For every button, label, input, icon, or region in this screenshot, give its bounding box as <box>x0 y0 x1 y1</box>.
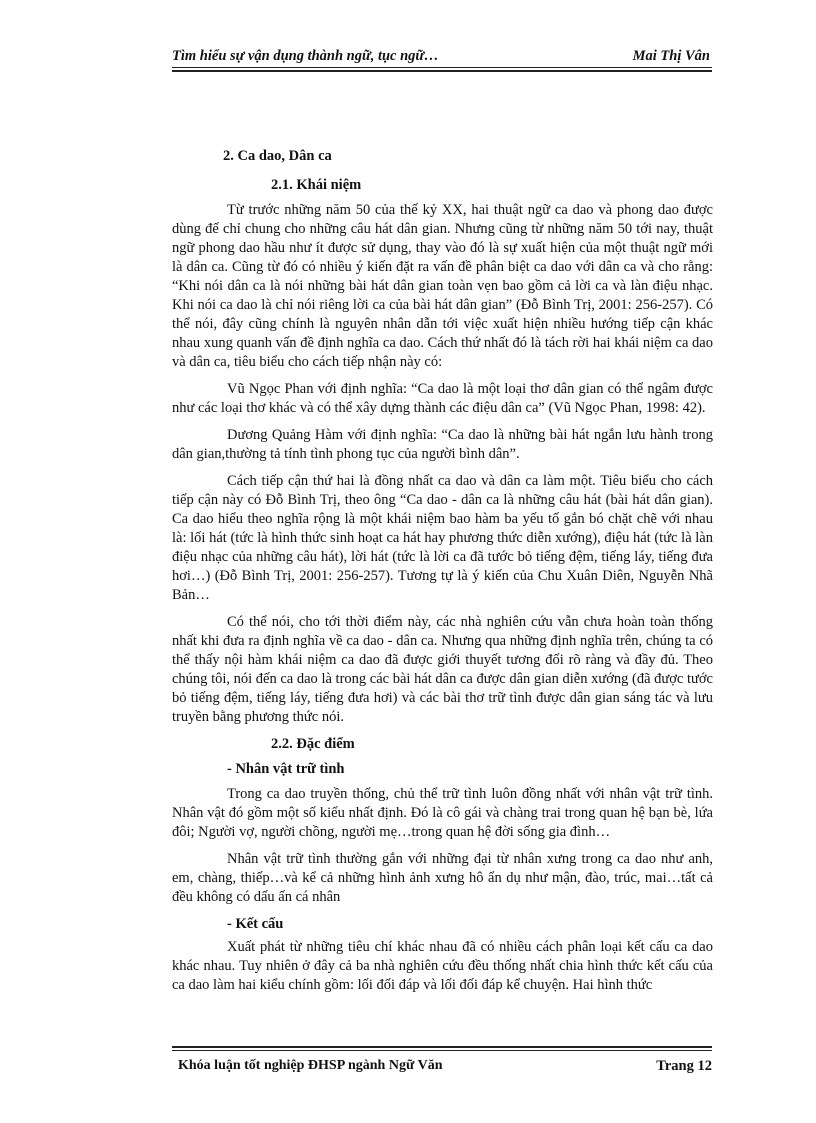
footer-rule-thick <box>172 1046 712 1048</box>
sub-heading-structure: - Kết cấu <box>227 916 284 932</box>
paragraph: Trong ca dao truyền thống, chủ thể trữ tình luôn đồng nhất với nhân vật trữ tình. Nhân vật đó gồm một số kiểu nhất định. Đó là cô gái và chàng trai trong quan hệ bạn bè, lứa đôi; Người vợ, người chồng, người mẹ…trong quan hệ đời sống gia đình… <box>172 786 713 840</box>
paragraph: Vũ Ngọc Phan với định nghĩa: “Ca dao là một loại thơ dân gian có thể ngâm được như các loại thơ khác và có thể xây dựng thành các điệu dân ca” (Vũ Ngọc Phan, 1998: 42). <box>172 381 713 416</box>
paragraph: Xuất phát từ những tiêu chí khác nhau đã có nhiều cách phân loại kết cấu ca dao khác nhau. Tuy nhiên ở đây cả ba nhà nghiên cứu đều thống nhất chia hình thức kết cấu của ca dao làm hai kiểu chính gồm: lối đối đáp và lối đối đáp kể chuyện. Hai hình thức <box>172 939 713 993</box>
page-number: Trang 12 <box>656 1058 712 1074</box>
paragraph: Có thể nói, cho tới thời điểm này, các nhà nghiên cứu vẫn chưa hoàn toàn thống nhất khi đưa ra định nghĩa về ca dao - dân ca. Nhưng qua những định nghĩa trên, chúng ta có thể thấy nội hàm khái niệm ca dao đã được giới thuyết tương đối rõ ràng và đầy đủ. Theo chúng tôi, nói đến ca dao là trong các bài hát dân ca được dân gian diễn xướng (đã được tước bỏ tiếng đệm, tiếng láy, tiếng đưa hơi) và các bài thơ trữ tình được dân gian sáng tác và lưu truyền bằng phương thức nói. <box>172 614 713 725</box>
sub-heading-lyrical-character: - Nhân vật trữ tình <box>227 761 345 777</box>
paragraph: Dương Quảng Hàm với định nghĩa: “Ca dao là những bài hát ngắn lưu hành trong dân gian,thường tả tính tình phong tục của người bình dân”. <box>172 427 713 462</box>
header-rule-thick <box>172 70 712 72</box>
paragraph: Nhân vật trữ tình thường gắn với những đại từ nhân xưng trong ca dao như anh, em, chàng, thiếp…và kể cả những hình ảnh xưng hô ẩn dụ như mận, đào, trúc, mai…tất cả đều không có dấu ấn cá nhân <box>172 851 713 905</box>
header-author: Mai Thị Vân <box>632 48 710 64</box>
page-footer <box>172 1058 712 1078</box>
page-body <box>172 147 713 1003</box>
footer-rule-thin <box>172 1050 712 1051</box>
paragraph: Từ trước những năm 50 của thế kỷ XX, hai thuật ngữ ca dao và phong dao được dùng để chỉ chung cho những câu hát dân gian. Nhưng cũng từ những năm 50 tới nay, thuật ngữ phong dao hầu như ít được sử dụng, thay vào đó là sự xuất hiện của một thuật ngữ mới là dân ca. Cũng từ đó có nhiều ý kiến đặt ra vấn đề phân biệt ca dao với dân ca và cho rằng: “Khi nói dân ca là nói những bài hát dân gian toàn vẹn bao gồm cả lời ca và làn điệu nhạc. Khi nói ca dao là chỉ nói riêng lời ca của bài hát dân gian” (Đỗ Bình Trị, 2001: 256-257). Có thể nói, đây cũng chính là nguyên nhân dẫn tới việc xuất hiện nhiều hướng tiếp cận khác nhau xung quanh vấn đề định nghĩa ca dao. Cách thứ nhất đó là tách rời hai khái niệm ca dao và dân ca, tiêu biểu cho cách tiếp nhận này có: <box>172 202 713 370</box>
header-title: Tìm hiểu sự vận dụng thành ngữ, tục ngữ… <box>172 48 439 64</box>
paragraph: Cách tiếp cận thứ hai là đồng nhất ca dao và dân ca làm một. Tiêu biểu cho cách tiếp cận này có Đỗ Bình Trị, theo ông “Ca dao - dân ca là những câu hát (bài hát dân gian). Ca dao hiểu theo nghĩa rộng là một khái niệm bao hàm ba yếu tố gắn bó chặt chẽ với nhau là: lối hát (tức là hình thức sinh hoạt ca hát hay phương thức diễn xướng), điệu hát (tức là làn điệu nhạc của những câu hát), lời hát (tức là lời ca đã tước bỏ tiếng đệm, tiếng láy, tiếng đưa hơi…) (Đỗ Bình Trị, 2001: 256-257). Tương tự là ý kiến của Chu Xuân Diên, Nguyễn Nhã Bản… <box>172 473 713 603</box>
subsection-heading-features: 2.2. Đặc điểm <box>271 736 355 752</box>
section-heading: 2. Ca dao, Dân ca <box>223 148 332 164</box>
header-rule-thin <box>172 67 712 68</box>
footer-label: Khóa luận tốt nghiệp ĐHSP ngành Ngữ Văn <box>178 1058 443 1073</box>
subsection-heading-concept: 2.1. Khái niệm <box>271 177 362 193</box>
